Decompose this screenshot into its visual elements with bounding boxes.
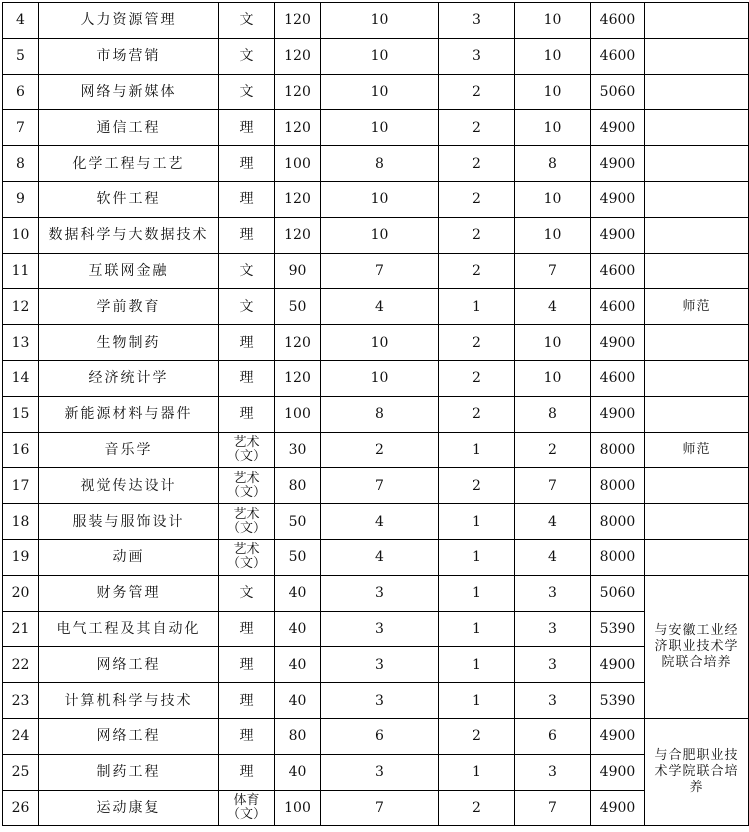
plan-total: 40 — [275, 647, 321, 683]
plan-c: 10 — [515, 3, 591, 39]
subject-category: 理 — [219, 647, 275, 683]
plan-total: 50 — [275, 539, 321, 575]
major-name: 制药工程 — [39, 754, 219, 790]
plan-b: 2 — [439, 253, 515, 289]
major-name: 学前教育 — [39, 289, 219, 325]
remark-cell — [645, 110, 749, 146]
plan-total: 90 — [275, 253, 321, 289]
table-row — [3, 253, 749, 289]
major-name: 音乐学 — [39, 432, 219, 468]
tuition-fee: 4900 — [591, 754, 645, 790]
subject-category: 体育（文） — [219, 790, 275, 826]
plan-total: 100 — [275, 146, 321, 182]
row-number: 6 — [3, 74, 39, 110]
subject-category: 艺术（文） — [219, 468, 275, 504]
plan-total: 120 — [275, 74, 321, 110]
plan-b: 2 — [439, 146, 515, 182]
row-number: 12 — [3, 289, 39, 325]
plan-a: 10 — [321, 360, 439, 396]
plan-b: 1 — [439, 647, 515, 683]
row-number: 15 — [3, 396, 39, 432]
plan-total: 50 — [275, 289, 321, 325]
plan-b: 2 — [439, 110, 515, 146]
table-row — [3, 647, 749, 683]
plan-total: 50 — [275, 504, 321, 540]
plan-c: 10 — [515, 181, 591, 217]
remark-cell — [645, 360, 749, 396]
row-number: 9 — [3, 181, 39, 217]
tuition-fee: 8000 — [591, 468, 645, 504]
row-number: 11 — [3, 253, 39, 289]
tuition-fee: 4900 — [591, 325, 645, 361]
plan-total: 40 — [275, 754, 321, 790]
tuition-fee: 4900 — [591, 217, 645, 253]
tuition-fee: 4900 — [591, 110, 645, 146]
plan-a: 4 — [321, 539, 439, 575]
major-name: 互联网金融 — [39, 253, 219, 289]
plan-c: 4 — [515, 504, 591, 540]
major-name: 生物制药 — [39, 325, 219, 361]
major-name: 新能源材料与器件 — [39, 396, 219, 432]
plan-a: 10 — [321, 38, 439, 74]
plan-total: 40 — [275, 575, 321, 611]
major-name: 动画 — [39, 539, 219, 575]
table-row — [3, 790, 749, 826]
plan-a: 4 — [321, 504, 439, 540]
plan-c: 10 — [515, 110, 591, 146]
tuition-fee: 8000 — [591, 539, 645, 575]
tuition-fee: 4900 — [591, 146, 645, 182]
tuition-fee: 8000 — [591, 432, 645, 468]
plan-c: 3 — [515, 575, 591, 611]
major-name: 数据科学与大数据技术 — [39, 217, 219, 253]
plan-b: 3 — [439, 38, 515, 74]
major-name: 市场营销 — [39, 38, 219, 74]
plan-total: 100 — [275, 396, 321, 432]
tuition-fee: 4600 — [591, 3, 645, 39]
plan-b: 1 — [439, 432, 515, 468]
row-number: 19 — [3, 539, 39, 575]
major-name: 计算机科学与技术 — [39, 683, 219, 719]
plan-b: 1 — [439, 683, 515, 719]
table-row — [3, 181, 749, 217]
plan-c: 3 — [515, 611, 591, 647]
tuition-fee: 4900 — [591, 647, 645, 683]
table-row — [3, 74, 749, 110]
table-row — [3, 468, 749, 504]
plan-b: 2 — [439, 468, 515, 504]
row-number: 16 — [3, 432, 39, 468]
remark-cell: 与安徽工业经济职业技术学院联合培养 — [645, 575, 749, 718]
plan-total: 80 — [275, 718, 321, 754]
major-name: 网络工程 — [39, 718, 219, 754]
tuition-fee: 4900 — [591, 718, 645, 754]
tuition-fee: 8000 — [591, 504, 645, 540]
row-number: 13 — [3, 325, 39, 361]
table-row — [3, 754, 749, 790]
plan-total: 80 — [275, 468, 321, 504]
tuition-fee: 4600 — [591, 38, 645, 74]
subject-category: 文 — [219, 575, 275, 611]
table-row — [3, 3, 749, 39]
subject-category: 理 — [219, 110, 275, 146]
plan-c: 3 — [515, 647, 591, 683]
tuition-fee: 4900 — [591, 396, 645, 432]
remark-cell — [645, 38, 749, 74]
plan-c: 10 — [515, 217, 591, 253]
table-row — [3, 110, 749, 146]
table-row — [3, 611, 749, 647]
major-name: 服装与服饰设计 — [39, 504, 219, 540]
major-name: 化学工程与工艺 — [39, 146, 219, 182]
plan-c: 10 — [515, 74, 591, 110]
remark-cell — [645, 181, 749, 217]
tuition-fee: 4900 — [591, 790, 645, 826]
plan-a: 3 — [321, 647, 439, 683]
subject-category: 理 — [219, 325, 275, 361]
plan-a: 2 — [321, 432, 439, 468]
plan-c: 10 — [515, 38, 591, 74]
major-name: 电气工程及其自动化 — [39, 611, 219, 647]
remark-cell — [645, 504, 749, 540]
remark-cell — [645, 3, 749, 39]
plan-total: 120 — [275, 3, 321, 39]
row-number: 10 — [3, 217, 39, 253]
plan-b: 2 — [439, 217, 515, 253]
table-row — [3, 432, 749, 468]
plan-c: 7 — [515, 790, 591, 826]
subject-category: 理 — [219, 396, 275, 432]
plan-a: 8 — [321, 146, 439, 182]
plan-b: 2 — [439, 718, 515, 754]
plan-b: 2 — [439, 396, 515, 432]
plan-total: 40 — [275, 683, 321, 719]
plan-a: 8 — [321, 396, 439, 432]
tuition-fee: 5390 — [591, 683, 645, 719]
plan-total: 120 — [275, 217, 321, 253]
subject-category: 文 — [219, 74, 275, 110]
row-number: 14 — [3, 360, 39, 396]
table-row — [3, 396, 749, 432]
remark-cell — [645, 74, 749, 110]
plan-total: 40 — [275, 611, 321, 647]
subject-category: 艺术（文） — [219, 504, 275, 540]
plan-c: 3 — [515, 683, 591, 719]
tuition-fee: 4600 — [591, 253, 645, 289]
plan-b: 2 — [439, 74, 515, 110]
plan-c: 7 — [515, 253, 591, 289]
major-name: 网络工程 — [39, 647, 219, 683]
plan-b: 3 — [439, 3, 515, 39]
plan-b: 1 — [439, 575, 515, 611]
plan-b: 2 — [439, 325, 515, 361]
plan-a: 3 — [321, 754, 439, 790]
remark-cell — [645, 217, 749, 253]
plan-c: 2 — [515, 432, 591, 468]
subject-category: 理 — [219, 217, 275, 253]
major-name: 软件工程 — [39, 181, 219, 217]
remark-cell: 与合肥职业技术学院联合培养 — [645, 718, 749, 825]
table-row — [3, 575, 749, 611]
table-row — [3, 217, 749, 253]
major-name: 运动康复 — [39, 790, 219, 826]
row-number: 18 — [3, 504, 39, 540]
table-row — [3, 289, 749, 325]
plan-b: 2 — [439, 181, 515, 217]
plan-a: 10 — [321, 110, 439, 146]
row-number: 25 — [3, 754, 39, 790]
plan-b: 2 — [439, 790, 515, 826]
plan-a: 3 — [321, 611, 439, 647]
plan-a: 4 — [321, 289, 439, 325]
row-number: 26 — [3, 790, 39, 826]
remark-cell — [645, 396, 749, 432]
table-row — [3, 683, 749, 719]
plan-a: 3 — [321, 575, 439, 611]
plan-c: 3 — [515, 754, 591, 790]
subject-category: 理 — [219, 683, 275, 719]
table-row — [3, 38, 749, 74]
plan-total: 120 — [275, 325, 321, 361]
subject-category: 文 — [219, 38, 275, 74]
table-row — [3, 325, 749, 361]
subject-category: 文 — [219, 289, 275, 325]
plan-a: 3 — [321, 683, 439, 719]
remark-cell: 师范 — [645, 432, 749, 468]
major-name: 网络与新媒体 — [39, 74, 219, 110]
major-name: 人力资源管理 — [39, 3, 219, 39]
plan-b: 1 — [439, 289, 515, 325]
plan-b: 2 — [439, 360, 515, 396]
plan-total: 100 — [275, 790, 321, 826]
remark-cell: 师范 — [645, 289, 749, 325]
plan-c: 7 — [515, 468, 591, 504]
plan-total: 120 — [275, 38, 321, 74]
row-number: 8 — [3, 146, 39, 182]
plan-a: 10 — [321, 3, 439, 39]
plan-a: 10 — [321, 74, 439, 110]
plan-total: 30 — [275, 432, 321, 468]
plan-a: 10 — [321, 217, 439, 253]
plan-c: 8 — [515, 396, 591, 432]
plan-c: 4 — [515, 539, 591, 575]
subject-category: 理 — [219, 754, 275, 790]
major-name: 视觉传达设计 — [39, 468, 219, 504]
plan-a: 7 — [321, 468, 439, 504]
tuition-fee: 4600 — [591, 289, 645, 325]
major-name: 经济统计学 — [39, 360, 219, 396]
plan-b: 1 — [439, 754, 515, 790]
table-row — [3, 360, 749, 396]
tuition-fee: 5060 — [591, 74, 645, 110]
plan-a: 10 — [321, 181, 439, 217]
row-number: 17 — [3, 468, 39, 504]
table-row — [3, 718, 749, 754]
tuition-fee: 4900 — [591, 181, 645, 217]
plan-c: 10 — [515, 325, 591, 361]
row-number: 4 — [3, 3, 39, 39]
remark-cell — [645, 325, 749, 361]
plan-c: 8 — [515, 146, 591, 182]
plan-a: 10 — [321, 325, 439, 361]
tuition-fee: 4600 — [591, 360, 645, 396]
plan-a: 7 — [321, 790, 439, 826]
row-number: 22 — [3, 647, 39, 683]
row-number: 5 — [3, 38, 39, 74]
enrollment-table — [2, 2, 749, 826]
remark-cell — [645, 146, 749, 182]
plan-total: 120 — [275, 360, 321, 396]
subject-category: 理 — [219, 611, 275, 647]
row-number: 24 — [3, 718, 39, 754]
plan-c: 4 — [515, 289, 591, 325]
row-number: 21 — [3, 611, 39, 647]
plan-a: 7 — [321, 253, 439, 289]
remark-cell — [645, 539, 749, 575]
row-number: 7 — [3, 110, 39, 146]
major-name: 通信工程 — [39, 110, 219, 146]
plan-c: 10 — [515, 360, 591, 396]
subject-category: 文 — [219, 3, 275, 39]
major-name: 财务管理 — [39, 575, 219, 611]
subject-category: 文 — [219, 253, 275, 289]
subject-category: 理 — [219, 146, 275, 182]
plan-c: 6 — [515, 718, 591, 754]
subject-category: 理 — [219, 718, 275, 754]
tuition-fee: 5390 — [591, 611, 645, 647]
plan-b: 1 — [439, 611, 515, 647]
subject-category: 艺术（文） — [219, 539, 275, 575]
plan-a: 6 — [321, 718, 439, 754]
plan-b: 1 — [439, 539, 515, 575]
row-number: 23 — [3, 683, 39, 719]
subject-category: 理 — [219, 360, 275, 396]
subject-category: 理 — [219, 181, 275, 217]
row-number: 20 — [3, 575, 39, 611]
plan-total: 120 — [275, 110, 321, 146]
remark-cell — [645, 253, 749, 289]
table-row — [3, 146, 749, 182]
tuition-fee: 5060 — [591, 575, 645, 611]
subject-category: 艺术（文） — [219, 432, 275, 468]
remark-cell — [645, 468, 749, 504]
table-row — [3, 539, 749, 575]
plan-total: 120 — [275, 181, 321, 217]
plan-b: 1 — [439, 504, 515, 540]
table-row — [3, 504, 749, 540]
